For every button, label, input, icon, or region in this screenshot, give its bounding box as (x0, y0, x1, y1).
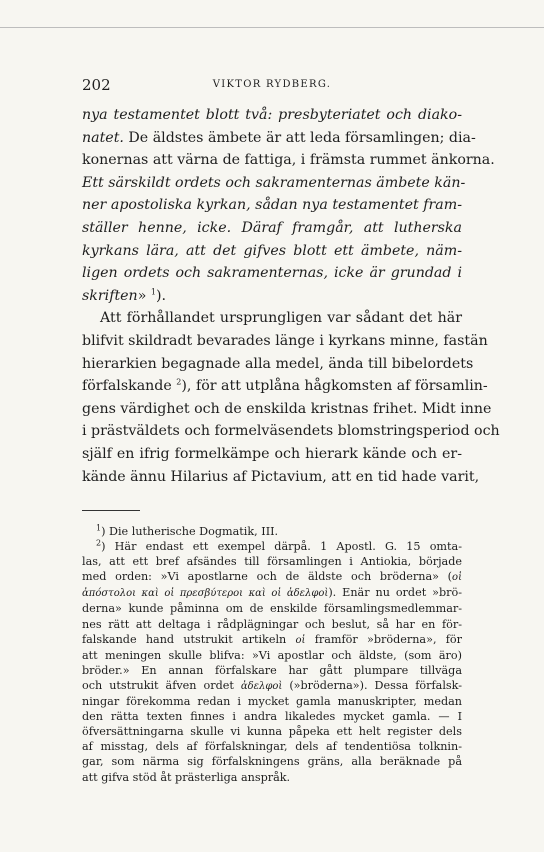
body-line (82, 104, 462, 127)
text-run: ), för att utplåna hågkomsten af församlin- (181, 378, 488, 395)
footnote-line (82, 754, 462, 769)
note-marker: 2 (96, 538, 102, 548)
body-text (82, 104, 500, 488)
text-run: och utstrukit äfven ordet (82, 678, 241, 692)
top-edge-rule (0, 27, 544, 28)
text-run: öfversättningarna skulle vi kunna påpeka ett helt register dels (82, 725, 462, 739)
greek-text: ἀδελφοὶ (240, 680, 283, 692)
greek-text: ἀπόστολοι καὶ οἱ πρεσβύτεροι καὶ οἱ ἀδελφοὶ (82, 588, 329, 600)
text-run: Ett särskildt ordets och sakramenternas ämbete kän- (82, 174, 466, 191)
text-run (231, 220, 241, 236)
body-line (82, 420, 500, 443)
text-run: ställer henne, icke. (82, 219, 232, 236)
footnote-line (82, 678, 462, 694)
running-head: VIKTOR RYDBERG. (212, 79, 332, 90)
text-run: bröder.» En annan förfalskare har gått plumpare tillväga (82, 663, 462, 677)
body-line (82, 285, 462, 308)
body-line (82, 307, 462, 330)
text-run: derna» kunde påminna om de enskilde församlingsmedlemmar- (82, 602, 462, 616)
text-run: Däraf framgår, att lutherska (241, 219, 462, 236)
page-header (82, 76, 462, 96)
footnote-line (82, 585, 462, 601)
text-run: ligen ordets och sakramenternas, icke är grundad i (82, 265, 462, 282)
text-run: ner apostoliska kyrkan, sådan nya testamentet fram- (82, 197, 462, 214)
text-run: gar, som närma sig förfalskningens gräns, alla beräknade på (82, 755, 462, 769)
footnote-line (82, 724, 462, 739)
body-line (82, 353, 474, 376)
text-run: kände ännu Hilarius af Pictavium, att en tid hade varit, (82, 468, 480, 485)
body-line (82, 194, 462, 217)
body-line (82, 443, 462, 466)
body-line (82, 217, 462, 240)
footnote-line (82, 601, 462, 616)
text-run: las, att ett bref afsändes till församlingen i Antiokia, började (82, 555, 462, 569)
greek-text: οἱ (295, 634, 306, 646)
body-line (82, 240, 462, 263)
body-line (82, 127, 476, 150)
footnote-line (82, 617, 462, 632)
footnote-line (82, 554, 462, 569)
footnote-line (82, 739, 462, 754)
footnote-line (82, 770, 462, 785)
text-run: hierarkien begagnade alla medel, ända till bibelordets (82, 355, 474, 372)
text-run: ) Här endast ett exempel därpå. 1 Apostl. G. 15 omta- (101, 540, 462, 554)
footnote-line (82, 569, 462, 585)
footnote-separator (82, 510, 140, 511)
text-run: kyrkans lära, att det gifves blott ett ämbete, näm- (82, 242, 462, 259)
text-run: ). Enär nu ordet »brö- (328, 586, 462, 600)
text-run: den rätta texten finnes i andra likaledes mycket gamla. — I (82, 710, 462, 724)
note-marker: 2 (176, 377, 182, 387)
text-run: att gifva stöd åt prästerliga anspråk. (82, 770, 291, 784)
footnote-line (82, 709, 462, 724)
body-line (82, 375, 488, 398)
text-run: ). (155, 287, 167, 304)
text-run: skriften (82, 287, 138, 304)
text-run: i prästväldets och formelväsendets blomstringsperiod och (82, 423, 500, 440)
footnotes (82, 524, 462, 785)
body-line (82, 149, 495, 172)
text-run: att meningen skulle blifva: »Vi apostlar och äldste, (som äro) (82, 648, 462, 662)
body-line (82, 398, 492, 421)
text-run: (»bröderna»). Dessa förfalsk- (282, 678, 463, 692)
text-run: nya testamentet blott två: presbyteriatet och diako- (82, 107, 462, 123)
text-run: De äldstes ämbete är att leda församlingen; dia- (123, 129, 476, 146)
body-line (82, 172, 466, 195)
text-run: blifvit skildradt bevarades länge i kyrkans minne, fastän (82, 332, 488, 349)
body-line (82, 330, 488, 353)
text-run: själf en ifrig formelkämpe och hierark kände och er- (82, 445, 462, 462)
text-run: ) Die lutherische Dogmatik, III. (101, 525, 279, 538)
note-marker: 1 (96, 523, 102, 533)
text-run: ningar förekomma redan i mycket gamla manuskripter, medan (82, 695, 462, 709)
text-run: konernas att värna de fattiga, i främsta rummet änkorna. (82, 152, 495, 169)
footnote-line (82, 648, 462, 663)
footnote-line (82, 539, 462, 554)
text-run: af misstag, dels af förfalskningar, dels af tendentiösa tolknin- (82, 740, 462, 754)
text-run: gens värdighet och de enskilda kristnas frihet. Midt inne (82, 400, 492, 417)
page-number: 202 (82, 76, 111, 94)
text-run: framför »bröderna», för (305, 632, 462, 646)
footnote-line (82, 663, 462, 678)
body-line (82, 466, 480, 489)
body-line (82, 262, 462, 285)
text-run: förfalskande (82, 378, 177, 395)
text-run: » (137, 287, 151, 304)
text-run: falskande hand utstrukit artikeln (82, 632, 296, 646)
text-run: natet. (82, 129, 124, 146)
greek-text: οἱ (452, 572, 462, 584)
footnote-line (82, 632, 462, 648)
text-run: med orden: »Vi apostlarne och de äldste och bröderna» ( (82, 570, 453, 584)
footnote-line (82, 524, 462, 539)
text-run: nes rätt att deltaga i rådplägningar och beslut, så har en för- (82, 617, 462, 631)
footnote-line (82, 694, 462, 709)
note-marker: 1 (150, 287, 156, 297)
text-run: Att förhållandet ursprungligen var sådant det här (100, 310, 462, 327)
